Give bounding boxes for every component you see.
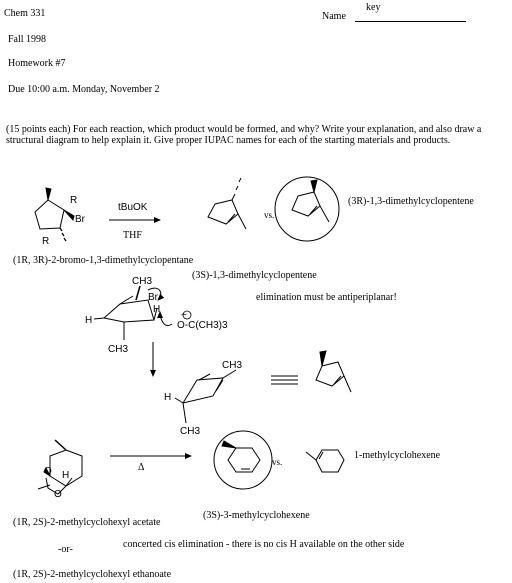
o-label-1: O: [44, 466, 52, 477]
mech2-h: H: [164, 392, 172, 403]
mech2-ch3-bottom: CH3: [180, 426, 201, 437]
start-name-1: (1R, 3R)-2-bromo-1,3-dimethylcyclopentane: [13, 255, 194, 266]
chair-mechanism-structure: [94, 286, 172, 376]
product-left-name-2: (3S)-3-methylcyclohexene: [203, 510, 310, 521]
or-label: -or-: [58, 544, 73, 555]
equivalence-symbol: [271, 376, 298, 384]
antiperiplanar-note: elimination must be antiperiplanar!: [256, 292, 397, 303]
mechanism-product-structure: [175, 370, 236, 423]
methylcyclohexene-1-structure: [306, 450, 344, 472]
mech-ch3-bottom: CH3: [108, 344, 129, 355]
mech-br: Br: [148, 292, 158, 303]
mech-minus: −: [181, 310, 187, 321]
delta-label: Δ: [138, 462, 145, 473]
product-right-name-2: 1-methylcyclohexene: [354, 450, 441, 461]
course-label: Chem 331: [4, 8, 46, 19]
vs-label-1: vs.: [264, 210, 275, 220]
product-right-name-1: (3R)-1,3-dimethylcyclopentene: [348, 196, 474, 207]
term-label: Fall 1998: [8, 34, 47, 45]
cis-elimination-explanation: concerted cis elimination - there is no cis H available on the other side: [123, 539, 405, 550]
reagent-label: tBuOK: [118, 202, 148, 213]
solvent-label: THF: [123, 230, 142, 241]
mech-h-right: H: [153, 304, 161, 315]
product-3s-cyclopentene-structure: [208, 178, 246, 229]
mech-ch3-top: CH3: [132, 276, 153, 287]
br-label: Br: [75, 214, 85, 225]
product-3r-cyclopentene-structure: [275, 177, 339, 241]
instructions-paragraph: (15 points each) For each reaction, which product would be formed, and why? Write your explanation, and also draw a structural diagram to help explain it. Give proper IUPAC names for each of the starting materials and products.: [6, 124, 482, 146]
o-label-2: O: [54, 489, 62, 500]
vs-label-2: vs.: [272, 457, 283, 467]
mech-h-left: H: [85, 315, 93, 326]
r-label-bottom: R: [42, 236, 50, 247]
name-label: Name: [322, 11, 346, 22]
bromo-cyclopentane-structure: [35, 188, 74, 241]
r-label-top: R: [70, 195, 78, 206]
product-left-name-1: (3S)-1,3-dimethylcyclopentene: [192, 270, 317, 281]
h-label: H: [62, 470, 70, 481]
mech2-ch3-top: CH3: [222, 360, 243, 371]
homework-label: Homework #7: [8, 58, 66, 69]
due-label: Due 10:00 a.m. Monday, November 2: [8, 84, 160, 95]
alt-name-2: (1R, 2S)-2-methylcyclohexyl ethanoate: [13, 569, 172, 580]
start-name-2: (1R, 2S)-2-methylcyclohexyl acetate: [13, 517, 161, 528]
key-label: key: [366, 2, 381, 13]
simplified-cyclopentene-structure: [316, 351, 351, 392]
mech-base: O-C(CH3)3: [177, 320, 228, 331]
methylcyclohexene-3s-structure: [214, 431, 272, 489]
